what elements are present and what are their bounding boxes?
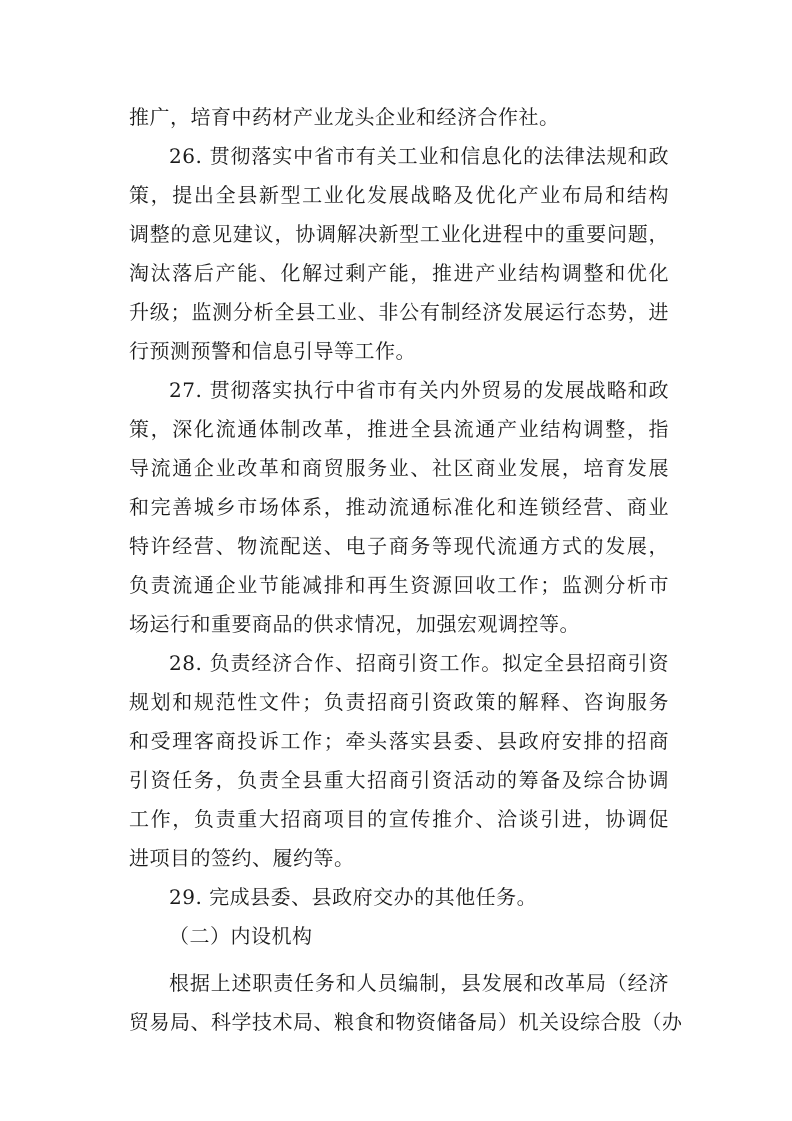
text-line: 负责流通企业节能减排和再生资源回收工作；监测分析市: [129, 573, 669, 597]
text-line: 调整的意见建议，协调解决新型工业化进程中的重要问题，: [129, 222, 669, 246]
text-line: 和完善城乡市场体系，推动流通标准化和连锁经营、商业: [129, 495, 669, 519]
text-line: 行预测预警和信息引导等工作。: [129, 339, 416, 363]
text-line: 策，提出全县新型工业化发展战略及优化产业布局和结构: [129, 183, 669, 207]
item-29-line: 29. 完成县委、县政府交办的其他任务。: [169, 885, 538, 909]
text-line: 进项目的签约、履约等。: [129, 846, 355, 870]
document-body: [129, 98, 683, 1042]
paragraph-gap: [129, 956, 669, 964]
text-line: 升级；监测分析全县工业、非公有制经济发展运行态势，进: [129, 300, 669, 324]
text-line: 规划和规范性文件；负责招商引资政策的解释、咨询服务: [129, 690, 669, 714]
text-line: 工作，负责重大招商项目的宣传推介、洽谈引进，协调促: [129, 807, 669, 831]
text-line: 引资任务，负责全县重大招商引资活动的筹备及综合协调: [129, 768, 669, 792]
item-27-line: 27. 贯彻落实执行中省市有关内外贸易的发展战略和政: [169, 378, 669, 402]
text-line: 导流通企业改革和商贸服务业、社区商业发展，培育发展: [129, 456, 669, 480]
text-line: 特许经营、物流配送、电子商务等现代流通方式的发展，: [129, 534, 669, 558]
item-26-line: 26. 贯彻落实中省市有关工业和信息化的法律法规和政: [169, 144, 669, 168]
text-line: 和受理客商投诉工作；牵头落实县委、县政府安排的招商: [129, 729, 669, 753]
text-line: 场运行和重要商品的供求情况，加强宏观调控等。: [129, 612, 580, 636]
text-line: 贸易局、科学技术局、粮食和物资储备局）机关设综合股（办: [129, 1010, 683, 1034]
item-28-line: 28. 负责经济合作、招商引资工作。拟定全县招商引资: [169, 651, 669, 675]
paragraph-start-line: 根据上述职责任务和人员编制，县发展和改革局（经济: [169, 971, 669, 995]
text-line: 策，深化流通体制改革，推进全县流通产业结构调整，指: [129, 417, 669, 441]
text-line: 推广，培育中药材产业龙头企业和经济合作社。: [129, 105, 560, 129]
section-heading: （二）内设机构: [169, 924, 313, 948]
text-line: 淘汰落后产能、化解过剩产能，推进产业结构调整和优化: [129, 261, 669, 285]
